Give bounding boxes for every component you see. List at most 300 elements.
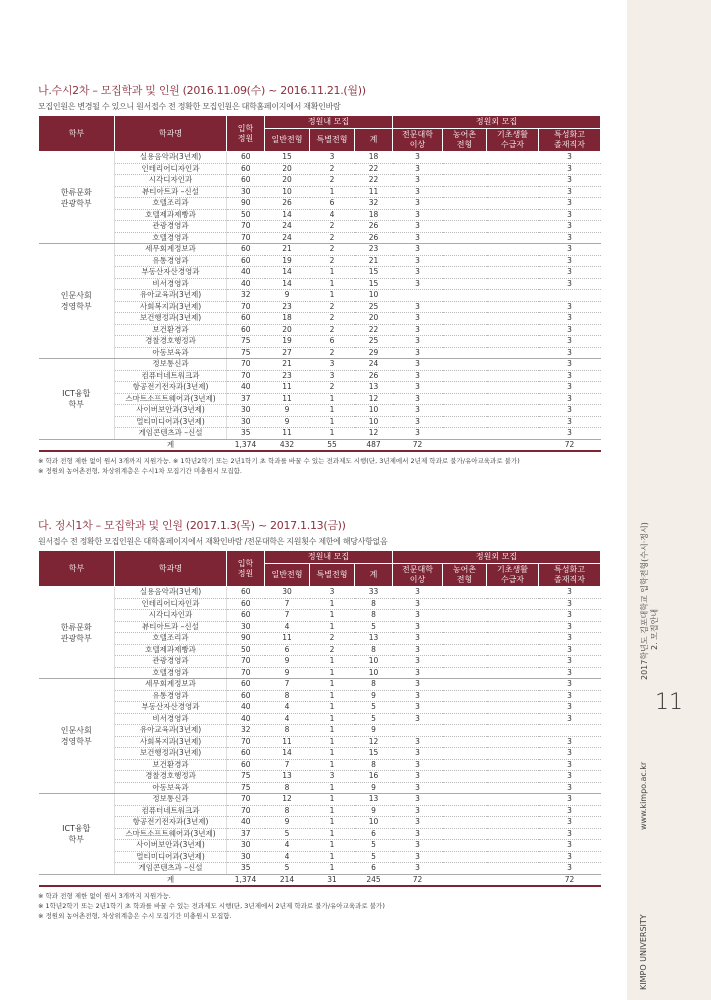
value-cell: 3	[539, 393, 601, 405]
value-cell	[443, 702, 487, 714]
value-cell: 8	[355, 598, 393, 610]
value-cell	[487, 656, 539, 668]
table-row	[39, 863, 601, 875]
value-cell: 30	[227, 186, 265, 198]
header-basic: 기초생활 수급자	[487, 129, 539, 152]
value-cell: 3	[393, 851, 443, 863]
note-line: ※ 정원외 농어촌전형, 차상위계층은 수시1차 모집기간 미충원시 모집함.	[38, 467, 242, 475]
table-row	[39, 805, 601, 817]
total-label: 계	[115, 874, 227, 886]
header-farm: 농어촌 전형	[443, 564, 487, 587]
table-row	[39, 840, 601, 852]
value-cell	[487, 405, 539, 417]
value-cell: 10	[355, 405, 393, 417]
value-cell	[443, 416, 487, 428]
value-cell: 1	[310, 278, 355, 290]
value-cell: 3	[539, 416, 601, 428]
value-cell: 14	[265, 278, 310, 290]
major-cell: 보건행정과(3년제)	[115, 748, 227, 760]
major-cell: 사이버보안과(3년제)	[115, 405, 227, 417]
value-cell: 3	[393, 359, 443, 371]
table-row	[39, 633, 601, 645]
value-cell: 15	[355, 267, 393, 279]
value-cell	[487, 748, 539, 760]
section-title: 다. 정시1차 – 모집학과 및 인원 (2017.1.3(목) ~ 2017.1.13(금))	[38, 519, 346, 532]
table-row	[39, 290, 601, 302]
value-cell	[487, 828, 539, 840]
value-cell: 26	[265, 198, 310, 210]
value-cell: 1	[310, 416, 355, 428]
table-row	[39, 209, 601, 221]
value-cell	[487, 863, 539, 875]
value-cell: 3	[310, 370, 355, 382]
value-cell: 23	[265, 370, 310, 382]
major-cell: 호텔조리과	[115, 633, 227, 645]
value-cell	[443, 771, 487, 783]
value-cell: 3	[539, 805, 601, 817]
table-row	[39, 851, 601, 863]
major-cell: 비서경영과	[115, 713, 227, 725]
major-cell: 스마트소프트웨어과(3년제)	[115, 828, 227, 840]
value-cell	[443, 198, 487, 210]
major-cell: 세무회계정보과	[115, 679, 227, 691]
total-blank	[39, 439, 115, 451]
value-cell	[443, 175, 487, 187]
table-row	[39, 175, 601, 187]
value-cell: 3	[539, 679, 601, 691]
value-cell: 3	[539, 759, 601, 771]
value-cell: 20	[265, 163, 310, 175]
value-cell: 3	[393, 679, 443, 691]
value-cell: 3	[539, 748, 601, 760]
table-row	[39, 370, 601, 382]
table-row	[39, 347, 601, 359]
value-cell	[443, 405, 487, 417]
total-value	[443, 439, 487, 451]
value-cell: 75	[227, 771, 265, 783]
value-cell: 21	[355, 255, 393, 267]
value-cell: 18	[355, 152, 393, 164]
value-cell: 1	[310, 782, 355, 794]
value-cell: 21	[265, 244, 310, 256]
value-cell	[443, 805, 487, 817]
value-cell	[487, 644, 539, 656]
table-row	[39, 313, 601, 325]
header-general: 일반전형	[265, 564, 310, 587]
table-row	[39, 598, 601, 610]
value-cell: 12	[355, 428, 393, 440]
value-cell: 1	[310, 598, 355, 610]
value-cell	[443, 759, 487, 771]
value-cell: 25	[355, 301, 393, 313]
value-cell: 30	[227, 851, 265, 863]
value-cell: 3	[393, 736, 443, 748]
table-row	[39, 817, 601, 829]
value-cell: 2	[310, 644, 355, 656]
value-cell	[443, 782, 487, 794]
value-cell	[443, 748, 487, 760]
value-cell	[443, 255, 487, 267]
value-cell: 3	[539, 255, 601, 267]
value-cell	[539, 290, 601, 302]
value-cell	[443, 152, 487, 164]
table-row	[39, 186, 601, 198]
value-cell	[443, 840, 487, 852]
value-cell: 3	[393, 656, 443, 668]
value-cell: 3	[393, 186, 443, 198]
table-row	[39, 152, 601, 164]
value-cell	[487, 736, 539, 748]
value-cell	[487, 209, 539, 221]
value-cell	[487, 313, 539, 325]
value-cell: 3	[393, 175, 443, 187]
value-cell: 9	[355, 805, 393, 817]
value-cell: 60	[227, 152, 265, 164]
table-row	[39, 416, 601, 428]
value-cell: 3	[393, 667, 443, 679]
value-cell: 3	[539, 198, 601, 210]
major-cell: 아동보육과	[115, 347, 227, 359]
value-cell	[487, 759, 539, 771]
value-cell: 30	[227, 840, 265, 852]
value-cell: 29	[355, 347, 393, 359]
major-cell: 정보통신과	[115, 359, 227, 371]
value-cell	[539, 725, 601, 737]
value-cell: 24	[265, 232, 310, 244]
value-cell: 3	[539, 267, 601, 279]
major-cell: 컴퓨터네트워크과	[115, 370, 227, 382]
value-cell: 3	[393, 336, 443, 348]
value-cell	[443, 278, 487, 290]
total-value: 72	[393, 874, 443, 886]
major-cell: 멀티미디어과(3년제)	[115, 851, 227, 863]
value-cell: 1	[310, 186, 355, 198]
value-cell: 3	[539, 633, 601, 645]
value-cell: 2	[310, 255, 355, 267]
table-row	[39, 244, 601, 256]
table-row	[39, 748, 601, 760]
value-cell: 3	[393, 232, 443, 244]
value-cell	[487, 840, 539, 852]
major-cell: 게임콘텐츠과 –신설	[115, 428, 227, 440]
value-cell: 4	[265, 713, 310, 725]
value-cell: 60	[227, 759, 265, 771]
dept-cell: 한류문화 관광학부	[39, 152, 115, 244]
value-cell: 3	[539, 336, 601, 348]
value-cell: 9	[265, 405, 310, 417]
value-cell	[487, 186, 539, 198]
table-row	[39, 621, 601, 633]
value-cell: 3	[539, 278, 601, 290]
value-cell: 70	[227, 667, 265, 679]
total-value: 72	[539, 439, 601, 451]
value-cell	[443, 313, 487, 325]
value-cell: 1	[310, 667, 355, 679]
value-cell: 7	[265, 610, 310, 622]
value-cell: 9	[265, 416, 310, 428]
value-cell: 3	[393, 244, 443, 256]
value-cell: 26	[355, 221, 393, 233]
value-cell: 3	[393, 863, 443, 875]
value-cell: 3	[393, 324, 443, 336]
value-cell: 11	[355, 186, 393, 198]
dept-cell: ICT융합 학부	[39, 794, 115, 875]
table-row	[39, 232, 601, 244]
value-cell	[487, 633, 539, 645]
value-cell: 60	[227, 610, 265, 622]
value-cell: 3	[393, 587, 443, 599]
value-cell: 5	[355, 621, 393, 633]
value-cell	[487, 679, 539, 691]
value-cell: 1	[310, 759, 355, 771]
value-cell: 3	[393, 748, 443, 760]
value-cell: 3	[393, 301, 443, 313]
value-cell: 3	[539, 347, 601, 359]
value-cell: 15	[355, 748, 393, 760]
header-specialized: 특성화고 졸재직자	[539, 129, 601, 152]
value-cell: 3	[393, 163, 443, 175]
value-cell: 4	[310, 209, 355, 221]
value-cell: 5	[355, 851, 393, 863]
value-cell: 2	[310, 175, 355, 187]
value-cell	[443, 587, 487, 599]
value-cell: 60	[227, 313, 265, 325]
major-cell: 항공전기전자과(3년제)	[115, 382, 227, 394]
value-cell: 8	[265, 690, 310, 702]
header-row-1	[39, 116, 601, 129]
value-cell	[487, 587, 539, 599]
dept-cell: 인문사회 경영학부	[39, 679, 115, 794]
value-cell: 3	[393, 702, 443, 714]
value-cell: 1	[310, 736, 355, 748]
major-cell: 관광경영과	[115, 221, 227, 233]
value-cell	[487, 290, 539, 302]
value-cell: 50	[227, 644, 265, 656]
major-cell: 게임콘텐츠과 –신설	[115, 863, 227, 875]
header-specialized: 특성화고 졸재직자	[539, 564, 601, 587]
dept-cell: 인문사회 경영학부	[39, 244, 115, 359]
major-cell: 부동산자산경영과	[115, 702, 227, 714]
table-row	[39, 782, 601, 794]
value-cell	[487, 851, 539, 863]
university-name: KIMPO UNIVERSITY	[639, 914, 648, 990]
header-dept: 학부	[39, 551, 115, 587]
value-cell: 8	[355, 679, 393, 691]
value-cell: 19	[265, 255, 310, 267]
value-cell: 37	[227, 828, 265, 840]
table-row	[39, 656, 601, 668]
value-cell: 90	[227, 198, 265, 210]
value-cell: 1	[310, 713, 355, 725]
header-quota: 입학 정원	[227, 551, 265, 587]
major-cell: 부동산자산경영과	[115, 267, 227, 279]
major-cell: 보건환경과	[115, 759, 227, 771]
value-cell: 3	[393, 840, 443, 852]
major-cell: 정보통신과	[115, 794, 227, 806]
value-cell: 30	[227, 621, 265, 633]
table-row	[39, 736, 601, 748]
value-cell: 3	[393, 347, 443, 359]
value-cell	[443, 324, 487, 336]
value-cell: 6	[265, 644, 310, 656]
table-row	[39, 587, 601, 599]
value-cell	[443, 209, 487, 221]
value-cell	[487, 782, 539, 794]
major-cell: 시각디자인과	[115, 610, 227, 622]
value-cell	[443, 232, 487, 244]
value-cell: 3	[393, 198, 443, 210]
value-cell: 35	[227, 428, 265, 440]
table-row	[39, 667, 601, 679]
major-cell: 항공전기전자과(3년제)	[115, 817, 227, 829]
table-row	[39, 644, 601, 656]
value-cell: 70	[227, 232, 265, 244]
value-cell: 1	[310, 656, 355, 668]
value-cell: 14	[265, 209, 310, 221]
notes	[38, 891, 600, 921]
value-cell: 1	[310, 817, 355, 829]
value-cell	[487, 598, 539, 610]
total-value: 432	[265, 439, 310, 451]
value-cell: 60	[227, 587, 265, 599]
value-cell: 25	[355, 336, 393, 348]
value-cell: 2	[310, 382, 355, 394]
value-cell	[487, 805, 539, 817]
value-cell: 18	[265, 313, 310, 325]
total-label: 계	[115, 439, 227, 451]
value-cell	[443, 163, 487, 175]
value-cell: 1	[310, 805, 355, 817]
value-cell	[487, 359, 539, 371]
major-cell: 관광경영과	[115, 656, 227, 668]
value-cell: 3	[539, 359, 601, 371]
value-cell: 70	[227, 370, 265, 382]
value-cell: 9	[265, 656, 310, 668]
value-cell: 70	[227, 736, 265, 748]
value-cell: 3	[539, 428, 601, 440]
total-value: 214	[265, 874, 310, 886]
value-cell: 10	[265, 186, 310, 198]
value-cell: 4	[265, 851, 310, 863]
value-cell	[443, 713, 487, 725]
value-cell: 9	[265, 817, 310, 829]
value-cell: 10	[355, 416, 393, 428]
value-cell: 2	[310, 633, 355, 645]
total-row	[39, 874, 601, 886]
value-cell	[443, 186, 487, 198]
value-cell: 3	[539, 771, 601, 783]
major-cell: 실용음악과(3년제)	[115, 152, 227, 164]
value-cell	[487, 621, 539, 633]
value-cell: 2	[310, 313, 355, 325]
value-cell: 3	[393, 828, 443, 840]
value-cell: 1	[310, 393, 355, 405]
website-link[interactable]: www.kimpo.ac.kr	[639, 761, 648, 830]
value-cell: 26	[355, 232, 393, 244]
header-major: 학과명	[115, 116, 227, 152]
value-cell: 60	[227, 598, 265, 610]
value-cell: 7	[265, 598, 310, 610]
value-cell	[393, 725, 443, 737]
value-cell: 30	[227, 405, 265, 417]
value-cell	[487, 324, 539, 336]
major-cell: 사이버보안과(3년제)	[115, 840, 227, 852]
value-cell: 60	[227, 324, 265, 336]
value-cell: 50	[227, 209, 265, 221]
value-cell: 3	[539, 851, 601, 863]
value-cell: 60	[227, 690, 265, 702]
value-cell: 3	[393, 255, 443, 267]
admission-table	[38, 550, 601, 887]
value-cell	[487, 152, 539, 164]
value-cell: 60	[227, 748, 265, 760]
value-cell: 3	[539, 690, 601, 702]
value-cell: 24	[355, 359, 393, 371]
value-cell	[443, 290, 487, 302]
value-cell: 13	[355, 794, 393, 806]
value-cell	[443, 667, 487, 679]
value-cell: 60	[227, 679, 265, 691]
value-cell	[443, 382, 487, 394]
table-row	[39, 610, 601, 622]
value-cell: 70	[227, 221, 265, 233]
value-cell	[487, 702, 539, 714]
value-cell: 3	[393, 713, 443, 725]
value-cell: 26	[355, 370, 393, 382]
value-cell: 35	[227, 863, 265, 875]
value-cell: 8	[355, 759, 393, 771]
major-cell: 사회복지과(3년제)	[115, 736, 227, 748]
admission-table	[38, 115, 601, 452]
table-row	[39, 255, 601, 267]
value-cell	[443, 679, 487, 691]
major-cell: 인테리어디자인과	[115, 598, 227, 610]
major-cell: 아동보육과	[115, 782, 227, 794]
value-cell: 13	[355, 382, 393, 394]
table-row	[39, 405, 601, 417]
value-cell	[443, 244, 487, 256]
value-cell: 40	[227, 278, 265, 290]
table-row	[39, 725, 601, 737]
value-cell: 20	[355, 313, 393, 325]
value-cell: 3	[310, 771, 355, 783]
value-cell: 11	[265, 382, 310, 394]
table-row	[39, 163, 601, 175]
notes	[38, 456, 600, 476]
value-cell: 3	[539, 209, 601, 221]
value-cell: 3	[539, 232, 601, 244]
section-susi2	[38, 82, 600, 476]
dept-cell: 한류문화 관광학부	[39, 587, 115, 679]
major-cell: 뷰티아트과 –신설	[115, 186, 227, 198]
value-cell	[443, 359, 487, 371]
header-in-group: 정원내 모집	[265, 116, 393, 129]
value-cell	[443, 817, 487, 829]
value-cell: 3	[393, 370, 443, 382]
value-cell: 12	[265, 794, 310, 806]
major-cell: 호텔경영과	[115, 667, 227, 679]
value-cell: 6	[310, 198, 355, 210]
value-cell: 8	[355, 644, 393, 656]
major-cell: 스마트소프트웨어과(3년제)	[115, 393, 227, 405]
value-cell: 8	[265, 725, 310, 737]
header-out-group: 정원외 모집	[393, 551, 601, 564]
total-value	[487, 439, 539, 451]
value-cell	[487, 817, 539, 829]
value-cell: 32	[227, 725, 265, 737]
value-cell: 6	[310, 336, 355, 348]
value-cell: 3	[539, 175, 601, 187]
